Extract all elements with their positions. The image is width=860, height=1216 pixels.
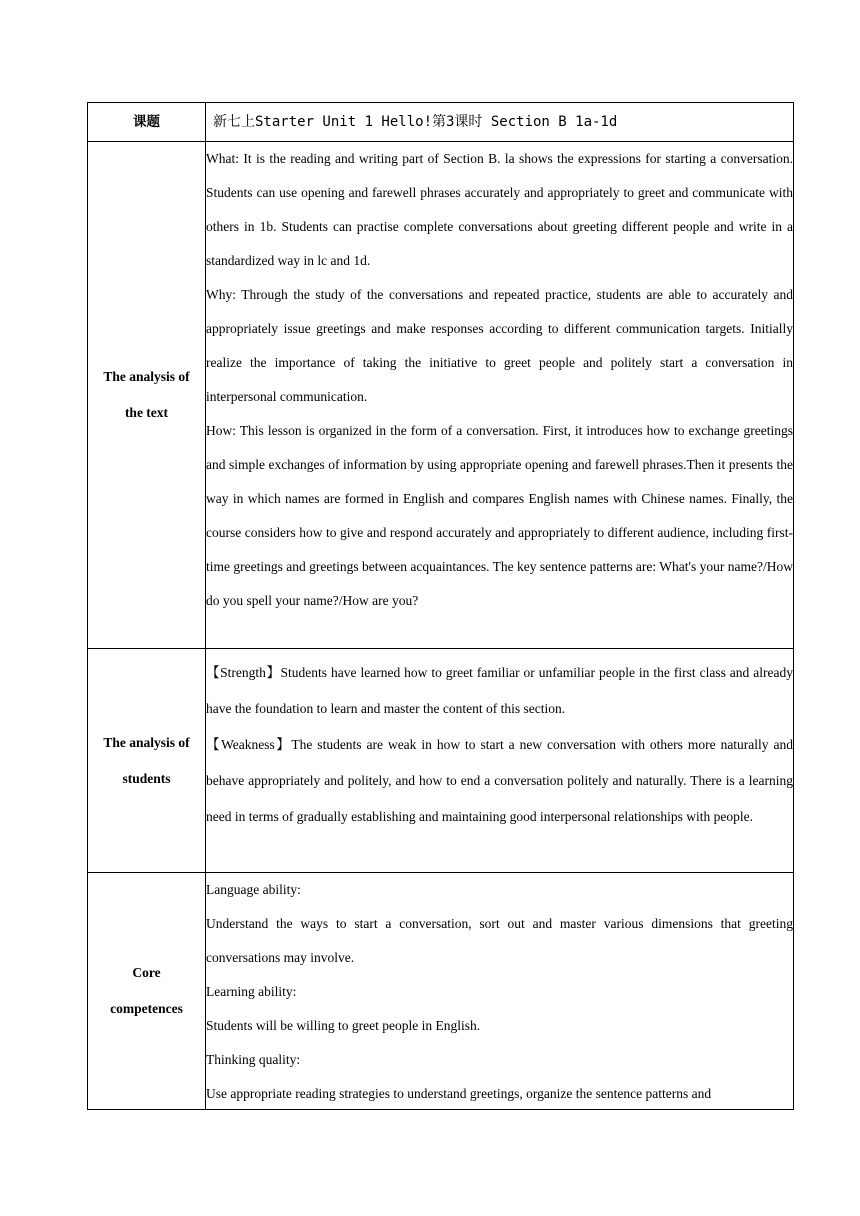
- lesson-plan-table: [87, 102, 794, 1110]
- text-analysis-label-line1: The analysis of: [103, 369, 190, 384]
- text-analysis-how: How: This lesson is organized in the form of a conversation. First, it introduces how to exchange greetings and simple exchanges of information by using appropriate opening and farewell phrases.Then it presents the way in which names are formed in English and compares English names with Chinese names. Finally, the course considers how to give and respond accurately and appropriately to different audience, including first-time greetings and greetings between acquaintances. The key sentence patterns are: What's your name?/How do you spell your name?/How are you?: [206, 423, 793, 608]
- language-ability-heading: Language ability:: [206, 882, 301, 897]
- students-strength: 【Strength】Students have learned how to greet familiar or unfamiliar people in the first class and already have the foundation to learn and master the content of this section.: [206, 665, 793, 716]
- core-competences-label-cell: [88, 873, 206, 1110]
- core-competences-label-line2: competences: [110, 1001, 183, 1016]
- text-analysis-what: What: It is the reading and writing part of Section B. la shows the expressions for starting a conversation. Students can use opening and farewell phrases accurately and appropriately to greet and communicate with others in 1b. Students can practise complete conversations about greeting different people and write in a standardized way in lc and 1d.: [206, 151, 793, 268]
- lesson-title: 新七上Starter Unit 1 Hello!第3课时 Section B 1a-1d: [213, 114, 618, 130]
- students-analysis-content: [206, 649, 794, 873]
- students-analysis-row: [88, 649, 794, 873]
- text-analysis-why: Why: Through the study of the conversations and repeated practice, students are able to accurately and appropriately issue greetings and make responses according to different communication targets. Initially realize the importance of taking the initiative to greet people and politely start a conversation in interpersonal communication.: [206, 287, 793, 404]
- text-analysis-label-cell: [88, 142, 206, 649]
- core-competences-content: [206, 873, 794, 1110]
- students-analysis-label-line2: students: [122, 770, 171, 786]
- learning-ability-text: Students will be willing to greet people in English.: [206, 1018, 481, 1033]
- text-analysis-label-line2: the text: [124, 405, 169, 420]
- students-analysis-label-line1: The analysis of: [103, 734, 190, 750]
- students-analysis-label-cell: [88, 649, 206, 873]
- thinking-quality-text: Use appropriate reading strategies to understand greetings, organize the sentence patterns and: [206, 1086, 712, 1101]
- language-ability-text: Understand the ways to start a conversation, sort out and master various dimensions that greeting conversations may involve.: [206, 916, 793, 965]
- core-competences-label-line1: Core: [132, 965, 161, 980]
- topic-title-cell: [206, 103, 794, 142]
- students-weakness: 【Weakness】The students are weak in how to start a new conversation with others more naturally and behave appropriately and politely, and how to end a conversation politely and naturally. There is a learning need in terms of gradually establishing and maintaining good interpersonal relationships with people.: [206, 737, 793, 824]
- learning-ability-heading: Learning ability:: [206, 984, 297, 999]
- thinking-quality-heading: Thinking quality:: [206, 1052, 301, 1067]
- text-analysis-row: [88, 142, 794, 649]
- topic-label: 课题: [133, 114, 160, 129]
- topic-label-cell: [88, 103, 206, 142]
- core-competences-row: [88, 873, 794, 1110]
- text-analysis-content: [206, 142, 794, 649]
- header-row: [88, 103, 794, 142]
